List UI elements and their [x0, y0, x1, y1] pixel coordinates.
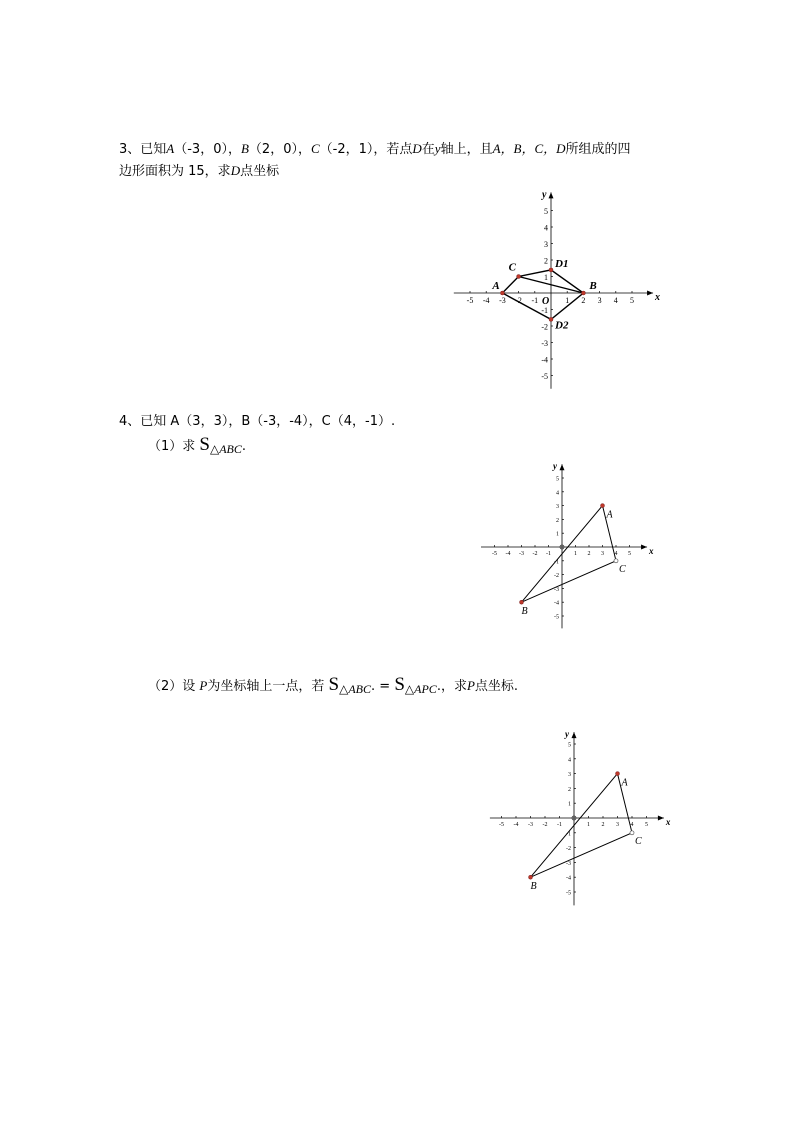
point-label-b: B	[521, 606, 528, 618]
x-axis-arrow-icon	[658, 816, 664, 821]
text-fragment: 轴上，且	[440, 142, 493, 157]
y-tick-label: 4	[544, 223, 548, 233]
x-tick-label: 2	[581, 296, 586, 305]
x-axis-label: x	[665, 817, 671, 827]
point-label-b: B	[589, 280, 597, 292]
x-tick-label: -3	[519, 551, 524, 557]
x-tick-label: 1	[587, 822, 590, 828]
y-tick-label: 3	[544, 240, 548, 249]
var-p: P	[199, 678, 208, 693]
var-list: A，B，C，D	[492, 141, 566, 156]
part2-prefix: （2）设	[148, 679, 196, 694]
q3-number: 3、已知	[119, 142, 167, 157]
var-c: C	[310, 141, 320, 156]
x-tick-label: -1	[546, 551, 551, 557]
area-subscript: △APC	[404, 682, 437, 696]
x-tick-label: 5	[630, 296, 634, 305]
point-marker	[614, 559, 618, 563]
x-tick-label: 1	[565, 296, 570, 305]
point-marker	[549, 268, 553, 272]
y-tick-label: -2	[541, 322, 548, 332]
q3-text-line1	[119, 140, 631, 159]
text-fragment: 点坐标	[240, 164, 280, 179]
coord-b: （2，0），	[248, 142, 311, 157]
text-fragment: 所组成的四	[565, 142, 631, 157]
area-symbol: S	[199, 434, 210, 455]
y-tick-label: -4	[566, 875, 571, 882]
point-marker	[601, 504, 605, 508]
y-tick-label: -1	[566, 831, 571, 838]
point-marker	[520, 600, 524, 604]
y-tick-label: 2	[568, 786, 571, 793]
y-tick-label: -2	[554, 573, 559, 580]
point-label-a: A	[606, 509, 613, 521]
y-axis-arrow-icon	[549, 192, 554, 198]
y-tick-label: -3	[554, 586, 559, 593]
x-tick-label: -3	[528, 822, 533, 828]
var-b: B	[240, 141, 249, 156]
point-marker	[517, 275, 521, 279]
y-tick-label: -1	[554, 559, 559, 566]
y-tick-label: 1	[568, 801, 571, 808]
x-tick-label: -3	[499, 296, 506, 305]
var-p: P	[466, 678, 475, 693]
y-tick-label: -2	[566, 846, 571, 853]
y-tick-label: 4	[556, 490, 559, 497]
point-label-d2: D2	[555, 319, 569, 332]
x-tick-label: -5	[466, 296, 474, 305]
y-tick-label: 1	[544, 273, 548, 282]
x-tick-label: 5	[645, 822, 648, 828]
x-tick-label: -4	[513, 822, 519, 828]
x-tick-label: 4	[613, 296, 618, 305]
point-marker	[500, 291, 504, 295]
x-tick-label: -4	[482, 296, 490, 305]
part1-prefix: （1）求	[148, 439, 196, 454]
x-tick-label: -2	[532, 551, 538, 557]
point-marker	[616, 772, 620, 776]
var-a: A	[166, 141, 175, 156]
x-tick-label: 3	[601, 551, 604, 557]
x-tick-label: -5	[492, 551, 497, 557]
area-subscript: △ABC	[210, 442, 242, 456]
y-axis-label: y	[542, 189, 547, 201]
x-tick-label: 2	[601, 822, 605, 828]
var-d: D	[230, 163, 241, 178]
y-tick-label: 2	[544, 256, 548, 266]
y-tick-label: -5	[554, 614, 559, 621]
x-tick-label: 3	[597, 296, 602, 305]
text-fragment: .	[436, 679, 441, 694]
q4-figure-1	[475, 460, 660, 635]
y-axis-arrow-icon	[572, 732, 577, 738]
area-symbol: S	[394, 674, 405, 695]
y-tick-label: -5	[566, 890, 571, 897]
x-tick-label: -2	[515, 296, 522, 305]
x-axis-arrow-icon	[647, 291, 653, 296]
y-tick-label: -4	[541, 355, 548, 365]
x-tick-label: 4	[630, 822, 634, 828]
point-marker	[529, 875, 533, 879]
coord-a: （-3，0），	[174, 142, 241, 157]
x-tick-label: -2	[542, 822, 548, 828]
text-fragment: .	[241, 439, 247, 454]
origin-label: O	[542, 296, 550, 307]
y-axis-label: y	[565, 729, 569, 740]
point-label-a: A	[621, 777, 628, 789]
x-tick-label: 3	[616, 822, 619, 828]
y-tick-label: 5	[544, 207, 548, 216]
y-tick-label: 1	[556, 531, 559, 538]
y-tick-label: 5	[556, 476, 559, 483]
point-marker	[630, 831, 634, 835]
area-symbol: S	[328, 674, 340, 695]
x-tick-label: 5	[628, 551, 631, 557]
y-tick-label: 2	[556, 517, 559, 524]
y-tick-label: -5	[541, 372, 548, 381]
y-axis-label: y	[553, 461, 557, 472]
y-tick-label: 3	[556, 504, 559, 511]
coord-c: （-2，1），若点	[319, 142, 413, 157]
q4-part2	[148, 676, 518, 696]
q3-coordinate-figure	[450, 190, 665, 400]
y-tick-label: -4	[554, 600, 559, 607]
x-tick-label: -1	[557, 822, 562, 828]
var-y: y	[434, 141, 441, 156]
x-axis-arrow-icon	[641, 545, 647, 550]
point-label-a: A	[492, 280, 500, 292]
y-axis-arrow-icon	[560, 464, 565, 470]
equals-sign: =	[375, 679, 395, 694]
y-tick-label: 5	[568, 742, 571, 749]
point-marker	[549, 317, 553, 321]
x-axis-label: x	[649, 546, 654, 556]
q4-part1	[148, 436, 246, 456]
text-fragment: 在	[421, 142, 435, 157]
x-tick-label: -5	[499, 822, 504, 828]
q4-header: 4、已知 A（3，3），B（-3，-4），C（4，-1）.	[119, 414, 396, 429]
point-label-c: C	[635, 835, 642, 847]
text-fragment: 边形面积为 15，求	[119, 164, 231, 179]
x-tick-label: 1	[574, 551, 577, 557]
text-fragment: ，求	[440, 679, 467, 694]
x-tick-label: 2	[587, 551, 591, 557]
q4-figure-2	[485, 728, 675, 908]
text-fragment: 点坐标.	[474, 679, 519, 694]
y-tick-label: 4	[568, 757, 571, 764]
y-tick-label: 3	[568, 772, 571, 779]
text-fragment: 为坐标轴上一点，若	[207, 679, 325, 694]
q3-text-line2	[119, 162, 279, 181]
point-label-b: B	[530, 881, 537, 893]
point-marker	[581, 291, 585, 295]
x-tick-label: -4	[505, 551, 511, 557]
x-axis-label: x	[655, 292, 661, 303]
var-d: D	[412, 141, 422, 156]
x-tick-label: 4	[614, 551, 618, 557]
text-fragment: .	[371, 679, 376, 694]
y-tick-label: -3	[566, 860, 571, 867]
y-tick-label: -3	[541, 339, 548, 348]
x-tick-label: -1	[531, 296, 539, 305]
point-label-c: C	[508, 261, 516, 274]
y-tick-label: -1	[541, 306, 548, 315]
point-label-c: C	[619, 563, 626, 575]
area-subscript: △ABC	[339, 682, 372, 696]
point-label-d1: D1	[555, 257, 569, 270]
